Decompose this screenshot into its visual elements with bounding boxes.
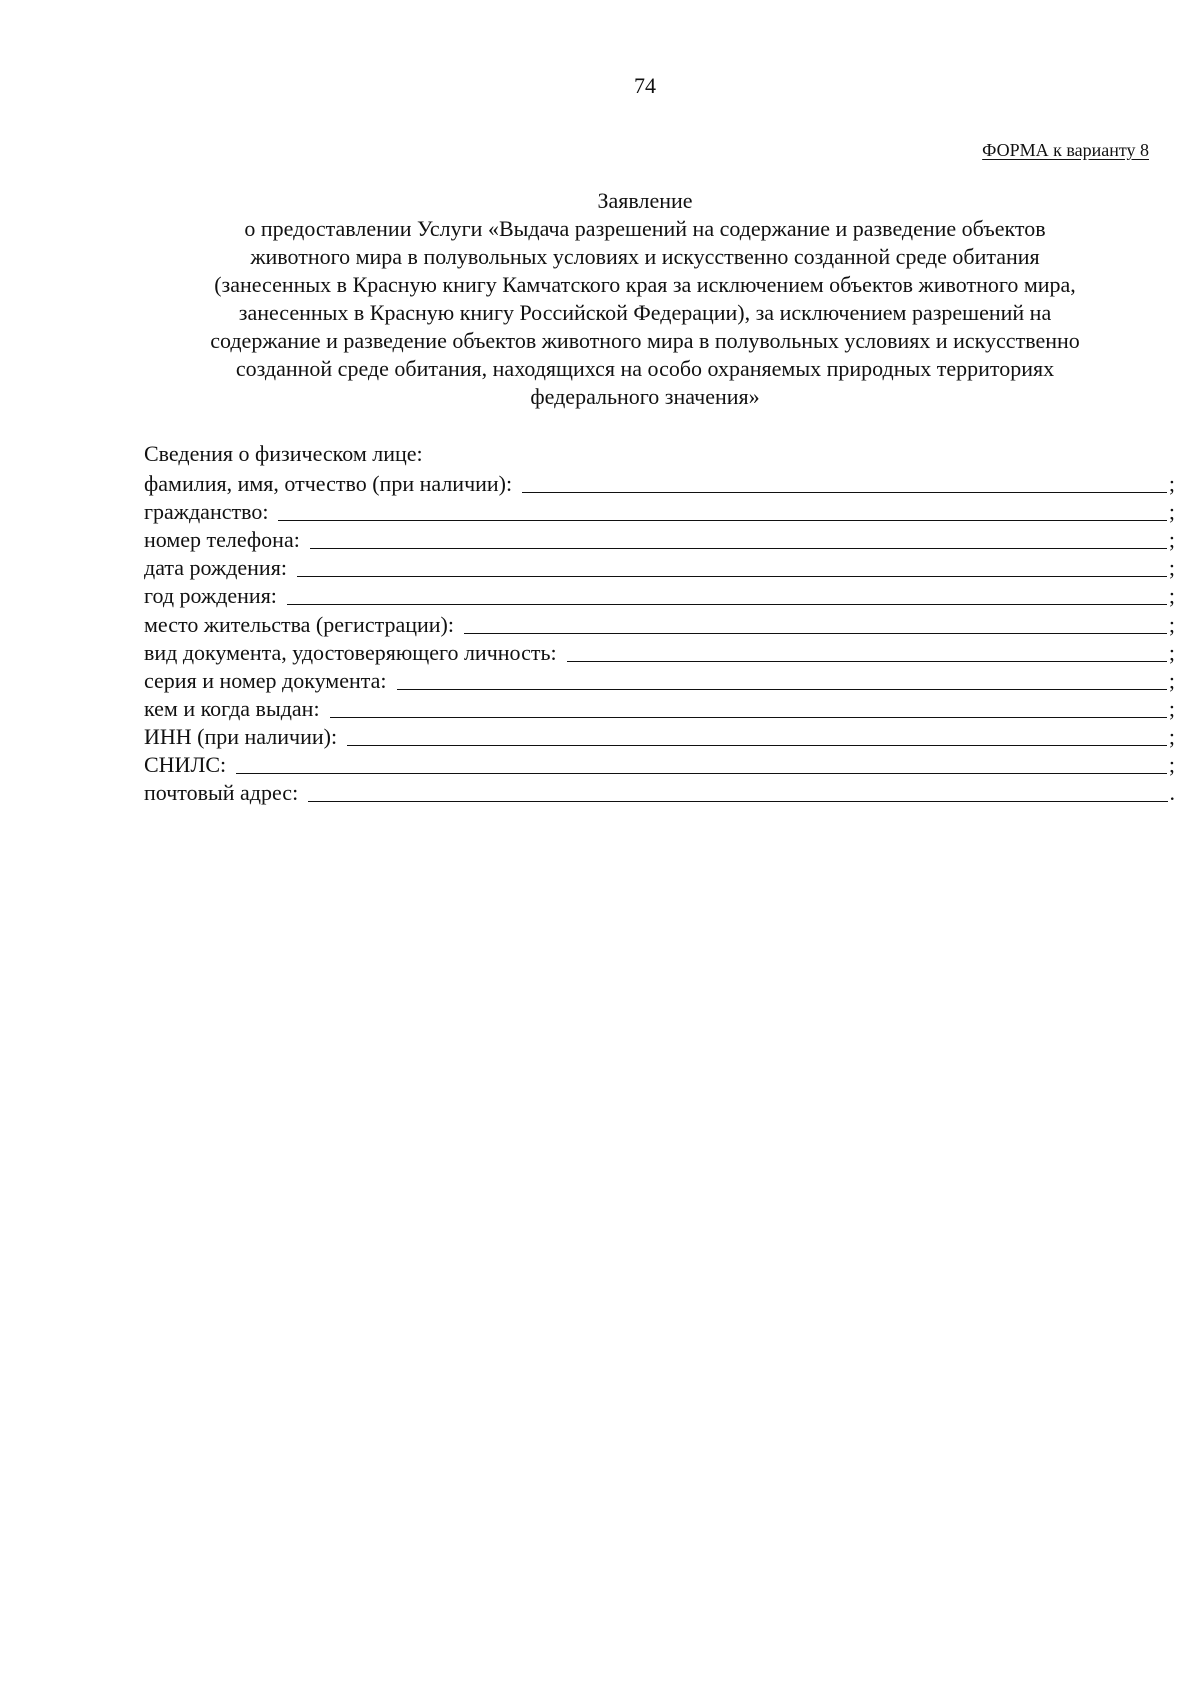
- field-terminator: ;: [1168, 723, 1175, 749]
- field-row-full-name: [144, 469, 1175, 497]
- birth-date-field[interactable]: [297, 556, 1167, 577]
- title-line: созданной среде обитания, находящихся на особо охраняемых природных территориях: [235, 356, 1055, 381]
- form-variant-label: ФОРМА к варианту 8: [982, 140, 1149, 160]
- document-title: [130, 187, 1160, 411]
- field-row-snils: [144, 750, 1175, 778]
- field-row-document-number: [144, 666, 1175, 694]
- field-terminator: ;: [1168, 555, 1175, 581]
- document-number-field[interactable]: [397, 669, 1167, 690]
- field-label: номер телефона:: [144, 527, 300, 553]
- citizenship-field[interactable]: [278, 500, 1166, 521]
- field-terminator: ;: [1168, 752, 1175, 778]
- field-label: ИНН (при наличии):: [144, 723, 338, 749]
- title-line: содержание и разведение объектов животного мира в полувольных условиях и искусственно: [210, 328, 1080, 353]
- field-terminator: ;: [1168, 471, 1175, 497]
- field-terminator: ;: [1168, 695, 1175, 721]
- field-label: место жительства (регистрации):: [144, 611, 454, 637]
- field-label: СНИЛС:: [144, 752, 227, 778]
- field-terminator: ;: [1168, 583, 1175, 609]
- title-line: занесенных в Красную книгу Российской Федерации), за исключением разрешений на: [238, 300, 1052, 325]
- field-label: гражданство:: [144, 499, 269, 525]
- field-label: дата рождения:: [144, 555, 287, 581]
- field-row-inn: [144, 722, 1175, 750]
- snils-field[interactable]: [236, 753, 1167, 774]
- residence-field[interactable]: [464, 613, 1167, 634]
- field-row-issued-by: [144, 694, 1175, 722]
- field-row-postal-address: [144, 778, 1175, 806]
- section-heading: Сведения о физическом лице:: [144, 441, 423, 466]
- field-label: почтовый адрес:: [144, 780, 299, 806]
- field-row-birth-date: [144, 553, 1175, 581]
- id-document-type-field[interactable]: [567, 641, 1167, 662]
- issued-by-field[interactable]: [330, 697, 1167, 718]
- postal-address-field[interactable]: [308, 781, 1167, 802]
- page-number: 74: [634, 73, 656, 98]
- phone-field[interactable]: [310, 528, 1167, 549]
- field-row-birth-year: [144, 581, 1175, 609]
- field-label: серия и номер документа:: [144, 667, 387, 693]
- field-terminator: ;: [1168, 499, 1175, 525]
- field-row-citizenship: [144, 497, 1175, 525]
- field-row-phone: [144, 525, 1175, 553]
- field-terminator: ;: [1168, 611, 1175, 637]
- field-label: кем и когда выдан:: [144, 695, 320, 721]
- field-terminator: .: [1169, 780, 1175, 806]
- inn-field[interactable]: [347, 725, 1167, 746]
- field-label: год рождения:: [144, 583, 277, 609]
- title-line: федерального значения»: [530, 384, 760, 409]
- birth-year-field[interactable]: [287, 584, 1167, 605]
- title-line: животного мира в полувольных условиях и искусственно созданной среде обитания: [250, 244, 1040, 269]
- title-line: (занесенных в Красную книгу Камчатского края за исключением объектов животного мира,: [214, 272, 1076, 297]
- field-terminator: ;: [1168, 527, 1175, 553]
- field-row-id-document-type: [144, 638, 1175, 666]
- field-label: вид документа, удостоверяющего личность:: [144, 639, 557, 665]
- title-line: Заявление: [597, 188, 693, 213]
- field-label: фамилия, имя, отчество (при наличии):: [144, 471, 513, 497]
- field-row-residence: [144, 609, 1175, 637]
- field-terminator: ;: [1168, 639, 1175, 665]
- applicant-fields: [144, 469, 1175, 806]
- full-name-field[interactable]: [522, 472, 1167, 493]
- field-terminator: ;: [1168, 667, 1175, 693]
- title-line: о предоставлении Услуги «Выдача разрешений на содержание и разведение объектов: [244, 216, 1046, 241]
